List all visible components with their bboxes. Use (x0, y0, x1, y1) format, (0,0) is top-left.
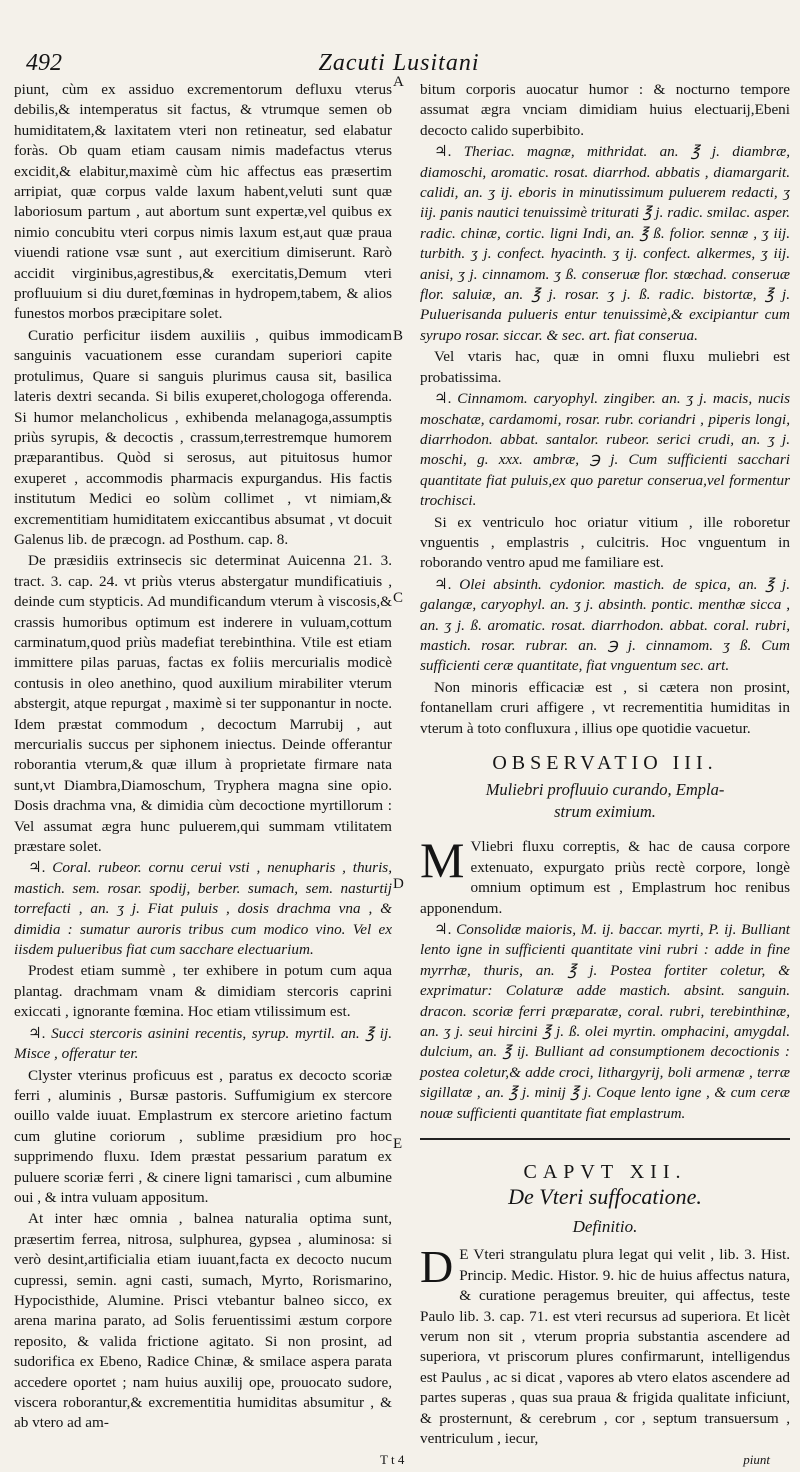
paragraph (420, 347, 790, 388)
paragraph-text: Prodest etiam summè , ter exhibere in potum cum aqua plantag. drachmam vnam & dimidiam stercoris caprini exiccati , ignorante fœmina. Hoc etiam vtilissimum est. (14, 962, 392, 1021)
paragraph-text: E Vteri strangulatu plura legat qui velit , lib. 3. Hist. Princip. Medic. Histor. 9. hic de huius affectus natura, & curatione peragemus breuiter, qui affectus, teste Paulo lib. 3. cap. 71. est vteri recursus ad superiora. Et licèt verum non sit , vterum propria substantia ascendere ad superiora, vt priscorum plures confirmarunt, intelligendus est Paulus , ac si dicat , vapores ab vtero elatos ascendere ad partes superas , quas sua praua & frigida qualitate inficiunt, & prosternunt, & cerebrum , cor , septum transuersum , ventriculum , iecur, (420, 1246, 790, 1447)
right-column (420, 80, 790, 1450)
paragraph (14, 1066, 392, 1209)
paragraph (420, 678, 790, 739)
recipe-symbol: ♃. (434, 143, 452, 161)
paragraph (14, 80, 392, 325)
paragraph-text: Vel vtaris hac, quæ in omni fluxu muliebri est probatissima. (420, 348, 790, 386)
paragraph (14, 1209, 392, 1433)
paragraph (14, 551, 392, 857)
recipe-text: Cinnamom. caryophyl. zingiber. an. ʒ j. macis, nucis moschatæ, cardamomi, rosar. rubr. coriandri , piperis longi, diarrhodon. abbat. santalor. rubeor. serici crudi, an. ʒ j. moschi, g. xxx. ambræ, ℈ j. Cum sufficienti sacchari quantitate fiat puluis,ex quo paretur conserua,vel formentur trochisci. (420, 390, 791, 510)
recipe-paragraph (420, 575, 790, 677)
observatio-subtitle (420, 779, 790, 823)
paragraph-text: At inter hæc omnia , balnea naturalia optima sunt, præsertim ferrea, nitrosa, sulphurea, gypsea , aluminosa: si verò desint,artificialia etiam iuuant,facta ex decocto nucum cupressi, semin. agni casti, sumach, Myrto, Rorismarino, Hypocisthide, Alumine. Prisci vtebantur balneo sicco, ex arena marina parato, ad Solis feruentissimi æstum corpore reposito, & valida frictione agitato. Si non prosint, ad sudorifica ex Ebeno, Radice Chinæ, & smilace aspera parata accedere oportet ; nam huius auxilij ope, prouocato sudore, viscera roborantur,& excrementitia humiditas absumitur , & ab vtero ad am- (14, 1210, 392, 1432)
caput-heading: CAPVT XII. (523, 1161, 687, 1184)
observatio-subtitle-line: strum eximium. (554, 802, 656, 822)
margin-letter-e: E (393, 1136, 403, 1152)
recipe-text: Coral. rubeor. cornu cerui vsti , nenupharis , thuris, mastich. sem. rosar. spodij, berber. sumach, sem. nasturtij torrefacti , an. ʒ j. Fiat puluis , dosis drachma vna , & dimidia : sumatur auroris tribus cum modico vino. Vel ex iisdem pulueribus fiat cum sacchare electuarium. (14, 859, 392, 959)
recipe-symbol: ♃. (28, 859, 46, 877)
paragraph-text: Clyster vterinus proficuus est , paratus ex decocto scoriæ ferri , aluminis , Bursæ pastoris. Suffumigium ex stercore ouillo valde iuuat. Emplastrum ex stercore arietino factum cum glutine coriorum , sublime præsidium pro hoc supprimendo fluxu. Idem præstat pessarium paratum ex puluere scoriæ ferri , & cinere ligni tamarisci , cum albumine oui , & intra vuluam appositum. (14, 1066, 392, 1206)
paragraph (420, 80, 790, 141)
recipe-paragraph (14, 858, 392, 960)
catchword: piunt (743, 1452, 770, 1467)
drop-cap: M (420, 832, 465, 889)
recipe-text: Succi stercoris asinini recentis, syrup. myrtil. an. ℥ ij. Misce , offeratur ter. (14, 1024, 392, 1063)
recipe-paragraph (420, 920, 790, 1124)
recipe-symbol: ♃. (434, 921, 452, 939)
recipe-symbol: ♃. (28, 1024, 46, 1042)
margin-letter-b: B (393, 328, 404, 344)
paragraph-text: Curatio perficitur iisdem auxiliis , quibus immodicam sanguinis vacuationem esse curandam superiori capite protulimus, Quare si sanguis plurimus causa sit, basilica lateris dextri secanda. Si bilis exuperet,chologoga offerenda. Si humor melancholicus , exhibenda melanagoga,assumptis priùs syrupis, & decoctis , crassum,terrestremque humorem præparantibus. Quòd si serosus, aut pituitosus humor exuperet , accommodis pharmacis expurgandus. His factis institutum Medici eo solùm collimet , vt nimiam,& excrementitiam humiditatem exiccantibus absumat , vt docuit Galenus lib. de præcogn. ad Posthum. cap. 8. (14, 326, 392, 548)
definitio-heading: Definitio. (572, 1216, 638, 1236)
margin-letter-a: A (393, 74, 404, 90)
recipe-paragraph (420, 389, 790, 511)
caput-paragraph (420, 1241, 790, 1449)
observatio-paragraph (420, 832, 790, 919)
paragraph-text: Non minoris efficaciæ est , si cætera non prosint, fontanellam cruri affigere , vt recrementitia humiditas in vterum à toto confluxura , illius ope quotidie vacuetur. (420, 678, 790, 737)
margin-letter-c: C (393, 590, 404, 606)
drop-cap: D (420, 1241, 454, 1293)
paragraph (14, 961, 392, 1022)
page-number: 492 (26, 50, 62, 76)
recipe-text: Consolidæ maioris, M. ij. baccar. myrti, P. ij. Bulliant lento igne in sufficienti quantitate vini rubri : adde in fine myrrhæ, thuris, an. ℥ j. Postea fortiter coletur, & exprimatur: Colaturæ adde mastich. absint. sanguin. dracon. scoriæ ferri præparatæ, coral. rubri, terebinthinæ, an. ʒ j. seui hircini ℥ j. ß. olei myrtin. omphacini, amygdal. dulcium, an. ℥ ij. Bulliant ad consumptionem decoctionis : postea coletur,& adde croci, lithargyrij, boli armenæ , terræ sigillatæ , an. ℥ j. minij ℥ j. Coque lento igne , & cum ceræ nouæ sufficienti quantitate fiat emplastrum. (420, 921, 791, 1122)
recipe-paragraph (420, 142, 790, 346)
observatio-subtitle-line: Muliebri profluuio curando, Empla- (485, 780, 725, 800)
observatio-heading: OBSERVATIO III. (492, 752, 718, 774)
paragraph-text: piunt, cùm ex assiduo excrementorum defluxu vterus debilis,& intemperatus sit factus, & vtrumque semen ob humiditatem,& laxitatem vteri non retineatur, sed elabatur foràs. Ob quam etiam causam nimis madefactus vterus excidit,& elabitur,maximè cùm hic affectus eas præsertim arripiat, quæ corpus valde laxum habent,veluti sunt quæ laboriosum partum , aut abortum sunt expertæ,vel quibus ex nimio concubitu vteri corpus nimis laxum est,aut quæ praua viuendi ratione vsæ sunt , aut exercitium dimiserunt. Rarò accidit virginibus,agrestibus,& exercitatis,Demum vteri profluuium si diu duret,fœminas in hydropem,tabem, & alios funestos morbos præcipitare solet. (14, 81, 392, 323)
left-column (14, 80, 392, 1435)
paragraph-text: Si ex ventriculo hoc oriatur vitium , ille roboretur vnguentis , emplastris , culcitris. Hoc vnguentum in roborando ventro apud me familiare est. (420, 513, 790, 572)
caput-subtitle: De Vteri suffocatione. (508, 1183, 702, 1209)
recipe-text: Theriac. magnæ, mithridat. an. ℥ j. diambræ, diamoschi, aromatic. rosat. diarrhod. abbatis , diamargarit. calidi, an. ʒ ij. eboris in minutissimum puluerem redacti, ʒ iij. panis nautici tenuissimè triturati ℥ j. radic. smilac. asper. radic. chinæ, cortic. ligni Indi, an. ℥ ß. folior. sennæ , ʒ iij. turbith. ʒ j. confect. hyacinth. ʒ ij. confect. alkermes, ʒ iij. anisi, ʒ j. cinnamom. ʒ ß. conseruæ flor. stœchad. conseruæ flor. saluiæ, an. ℥ j. rosar. ʒ j. ß. radic. bistortæ, ℥ j. Puluerisanda pulueris entur tenuissimè,& excipiantur cum syrupo rosar. siccar. & sec. art. fiat conserua. (420, 143, 790, 344)
paragraph-text: De præsidiis extrinsecis sic determinat Auicenna 21. 3. tract. 3. cap. 24. vt priùs vterus abstergatur mundificatiuis , deinde cum stypticis. Ad mundificandum vterum à viscosis,& crassis humoribus optimum est inderere in vuluam,cottum carminatum,quod priùs madefiat terebinthina. Vtile est etiam immittere pilas paruas, factas ex foliis mercurialis modicè contusis in oleo anethino, quod auxilium mirabiliter vterum abstergit, atque repurgat , maximè si ter supponantur in nocte. Idem præstat commodum , decoctum Marrubij , aut mercurialis succus per siphonem iniectus. Deinde offerantur roborantia vterum,& quæ illum à proprietate firmare nata sunt,vt Diambra,Diamoschum, Tryphera magna sine opio. Dosis drachma vna, & dimidia cùm decoctione myrtillorum : Vel assumat ægra hunc puluerem,qui summam vtilitatem præstare solet. (14, 552, 392, 856)
paragraph-text: bitum corporis auocatur humor : & nocturno tempore assumat ægra vnciam dimidiam huius electuarij,Ebeni decocto calido superbibito. (420, 81, 790, 139)
running-title: Zacuti Lusitani (318, 50, 480, 76)
recipe-text: Olei absinth. cydonior. mastich. de spica, an. ℥ j. galangæ, caryophyl. an. ʒ j. absinth. pontic. menthæ sicca , an. ʒ j. ß. aromatic. rosat. diarrhodon. abbat. coral. rubri, mastich. rosar. rubrar. an. ℈ j. cinnamom. ʒ ß. Cum sufficienti ceræ quantitate, fiat vnguentum sec. art. (420, 575, 791, 675)
recipe-paragraph (14, 1024, 392, 1065)
paragraph (420, 513, 790, 574)
paragraph-text: Vliebri fluxu correptis, & hac de causa corpore extenuato, expurgato priùs rectè corpore, longè omnium optimum est , Emplastrum hoc renibus apponendum. (420, 838, 790, 917)
paragraph (14, 326, 392, 550)
recipe-symbol: ♃. (434, 575, 452, 593)
section-rule (420, 1138, 790, 1140)
signature-mark: T t 4 (380, 1452, 405, 1467)
recipe-symbol: ♃. (434, 390, 452, 408)
margin-letter-d: D (393, 876, 404, 892)
